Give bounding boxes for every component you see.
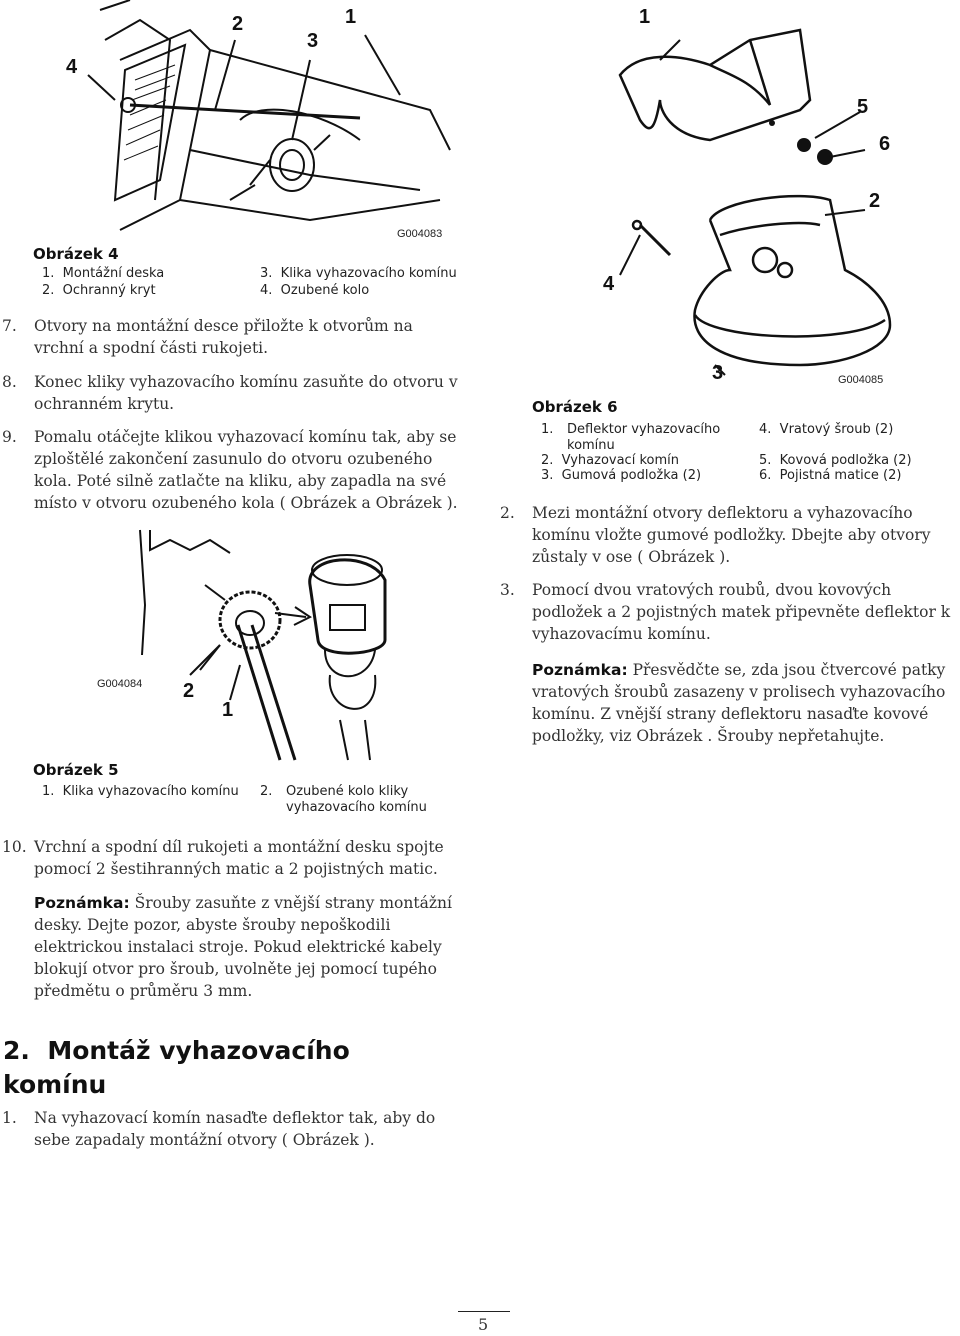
page-number: 5 [478,1315,489,1334]
figure-6-code: G004085 [838,374,884,386]
legend-item: 6. Pojistná matice (2) [759,468,902,483]
legend-item: 2. Vyhazovací komín [541,453,679,468]
legend-item: 2. Ochranný kryt [42,283,156,298]
section-number: 2. [3,1036,30,1065]
legend-item: 5. Kovová podložka (2) [759,453,912,468]
figure-6-illustration [600,20,930,380]
legend-item: 3. Klika vyhazovacího komínu [260,266,457,281]
figure-5-callout-2: 2 [183,680,195,702]
legend-item: 1. Klika vyhazovacího komínu [42,784,239,799]
note-2: Poznámka: Přesvědčte se, zda jsou čtvercové patky vratových šroubů zasazeny v prolisech vyhazovacího komínu. Z vnější strany deflektoru nasaďte kovové podložky, viz Obrázek . Šrouby nepřetahujte. [532,661,946,745]
note-1: Poznámka: Šrouby zasuňte z vnější strany montážní desky. Dejte pozor, abyste šrouby nepoškodili elektrickou instalaci stroje. Pokud elektrické kabely blokují otvor pro šroub, uvolněte jej pomocí tupého předmětu o průměru 3 mm. [34,894,452,1000]
figure-6-callout-5: 5 [857,96,869,118]
figure-5-illustration [110,525,440,765]
figure-6-callout-3: 3 [712,362,724,384]
figure-5-callout-1: 1 [222,699,234,721]
figure-4-callout-4: 4 [66,56,78,78]
legend-item: 4. Vratový šroub (2) [759,422,894,437]
figure-5-code: G004084 [97,678,143,690]
figure-4-code: G004083 [397,228,443,240]
figure-4-legend [42,266,482,300]
section-heading [3,1034,423,1102]
figure-6-callout-4: 4 [603,273,615,295]
figure-6-callout-6: 6 [879,133,891,155]
figure-6-legend: 1. Deflektor vyhazovacího komínu 2. Vyhazovací komín 3. Gumová podložka (2) 4. Vratový šroub (2) 5. Kovová podložka (2) 6. Pojistná matice (2) [541,422,912,483]
figure-4-title: Obrázek 4 [33,245,119,263]
page-number-rule [458,1311,510,1312]
figure-6-callout-1: 1 [639,6,651,28]
legend-item: 4. Ozubené kolo [260,283,370,298]
figure-4-callout-1: 1 [345,6,357,28]
legend-item: 3. Gumová podložka (2) [541,468,702,483]
figure-5-legend: 1. Klika vyhazovacího komínu 2. Ozubené kolo kliky vyhazovacího komínu [42,784,427,815]
figure-5-title: Obrázek 5 [33,761,119,779]
figure-4-illustration [60,0,460,240]
legend-item: 1. Montážní deska [42,266,165,281]
figure-6-title: Obrázek 6 [532,398,618,416]
figure-4-callout-2: 2 [232,13,244,35]
section-title: Montáž vyhazovacího komínu [3,1036,350,1099]
figure-4-callout-3: 3 [307,30,319,52]
figure-6-callout-2: 2 [869,190,881,212]
